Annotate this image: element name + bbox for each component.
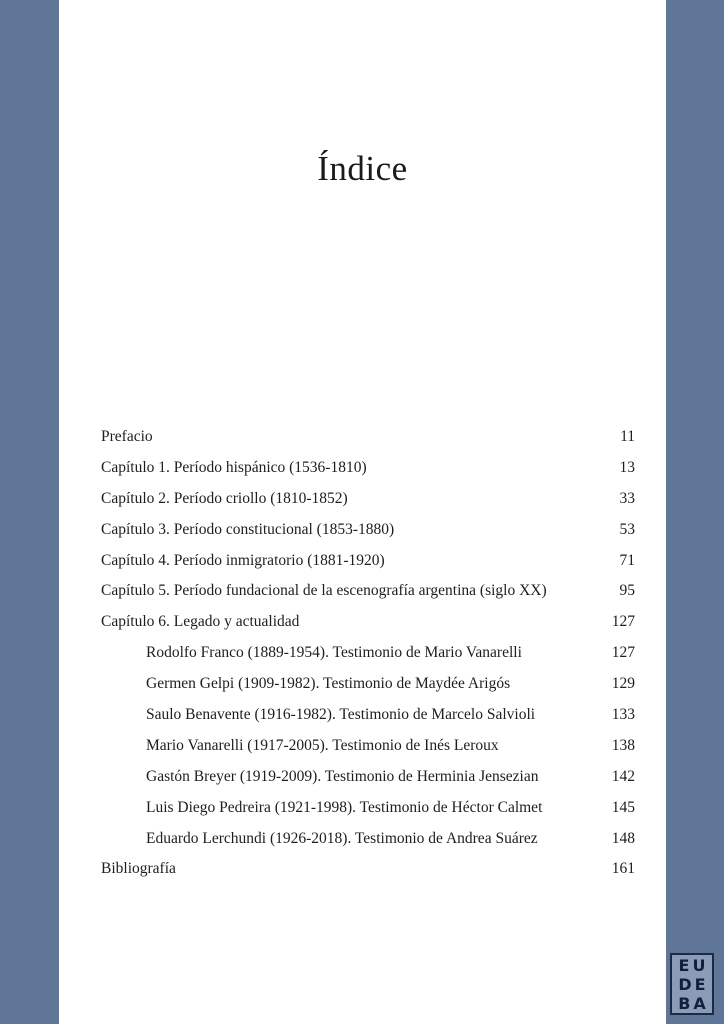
toc-subentry (101, 795, 635, 826)
toc-entry-label: Capítulo 5. Período fundacional de la escenografía argentina (siglo XX) (101, 582, 547, 600)
toc-entry (101, 486, 635, 517)
toc-subentry (101, 640, 635, 671)
toc-entry-label: Bibliografía (101, 860, 176, 878)
toc-entry-label: Capítulo 4. Período inmigratorio (1881-1920) (101, 551, 385, 569)
toc-entry-page: 142 (611, 767, 635, 785)
toc-entry (101, 548, 635, 579)
toc-entry (101, 578, 635, 609)
toc-entry-page: 33 (619, 489, 635, 507)
toc-entry-label: Germen Gelpi (1909-1982). Testimonio de Maydée Arigós (146, 675, 511, 693)
toc-entry-label: Luis Diego Pedreira (1921-1998). Testimonio de Héctor Calmet (146, 798, 543, 816)
toc-entry-label: Capítulo 3. Período constitucional (1853-1880) (101, 520, 395, 538)
page-title: Índice (317, 149, 408, 189)
toc-entry-page: 129 (611, 675, 635, 693)
toc-subentry (101, 733, 635, 764)
toc-entry (101, 455, 635, 486)
toc-entry (101, 424, 635, 455)
toc-entry-page: 148 (611, 829, 635, 847)
toc-entry-label: Gastón Breyer (1919-2009). Testimonio de Herminia Jensezian (146, 767, 539, 785)
toc-entry-label: Eduardo Lerchundi (1926-2018). Testimonio de Andrea Suárez (146, 829, 538, 847)
toc-entry-page: 133 (611, 706, 635, 724)
toc-entry (101, 517, 635, 548)
toc-entry-label: Saulo Benavente (1916-1982). Testimonio de Marcelo Salvioli (146, 706, 536, 724)
toc-subentry (101, 764, 635, 795)
toc-entry-page: 71 (619, 551, 635, 569)
toc-entry (101, 609, 635, 640)
toc-entry-page: 127 (611, 613, 635, 631)
toc-entry-page: 161 (611, 860, 635, 878)
toc-subentry (101, 826, 635, 857)
toc-entry-label: Prefacio (101, 428, 153, 445)
toc-entry-label: Capítulo 2. Período criollo (1810-1852) (101, 489, 348, 507)
toc-entry-page: 53 (619, 520, 635, 538)
toc-entry-page: 95 (619, 582, 635, 600)
toc-entry-page: 138 (611, 736, 635, 754)
toc-entry-label: Capítulo 1. Período hispánico (1536-1810) (101, 458, 367, 476)
toc-entry-label: Mario Vanarelli (1917-2005). Testimonio de Inés Leroux (146, 736, 499, 754)
toc-entry-page: 127 (611, 644, 635, 662)
book-page (59, 0, 666, 1024)
logo-line: DE (678, 974, 709, 994)
toc-subentry (101, 702, 635, 733)
toc-subentry (101, 671, 635, 702)
toc-entry (101, 856, 635, 887)
toc-entry-page: 145 (611, 798, 635, 816)
toc-entry-page: 11 (620, 428, 635, 445)
toc-entry-label: Capítulo 6. Legado y actualidad (101, 613, 300, 631)
logo-line: BA (678, 993, 709, 1013)
toc-entry-label: Rodolfo Franco (1889-1954). Testimonio de Mario Vanarelli (146, 644, 522, 662)
logo-line: EU (678, 955, 709, 975)
toc-entry-page: 13 (619, 458, 635, 476)
eudeba-logo (670, 953, 714, 1015)
table-of-contents (101, 424, 635, 887)
